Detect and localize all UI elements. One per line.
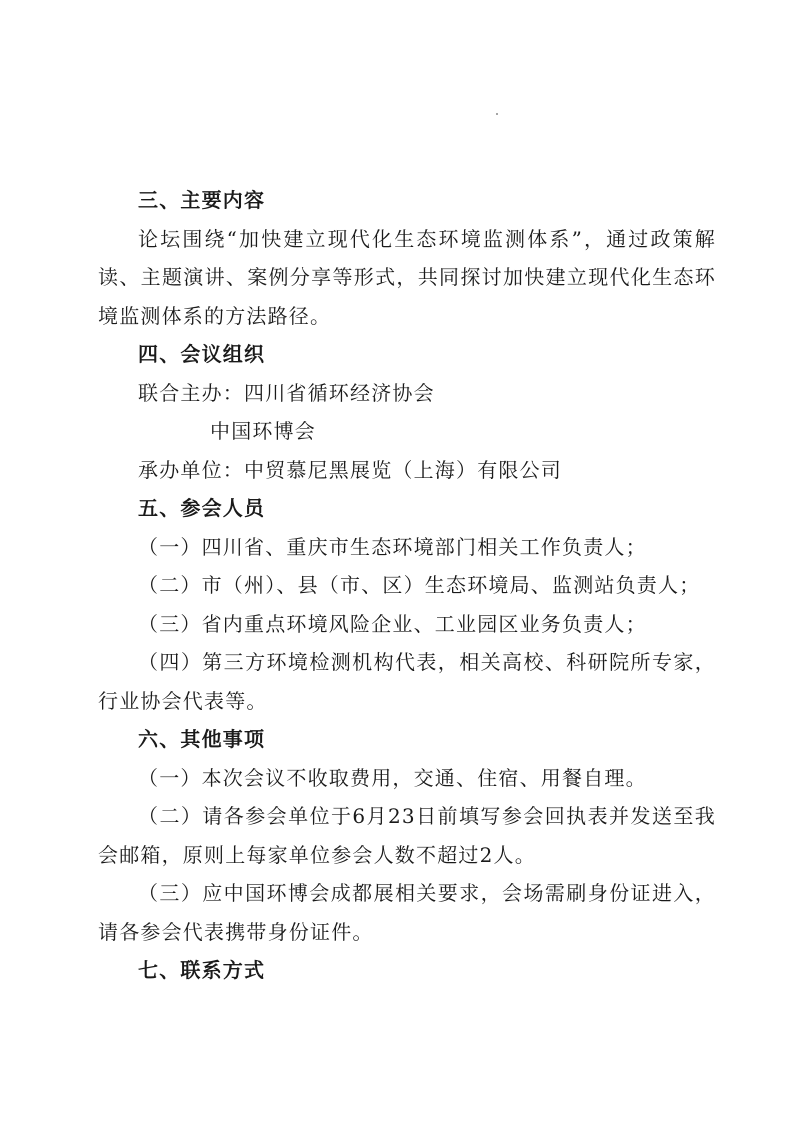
other-item: （一）本次会议不收取费用，交通、住宿、用餐自理。 bbox=[138, 765, 647, 790]
section-heading-content: 三、主要内容 bbox=[138, 188, 266, 212]
undertaker-label: 承办单位： bbox=[138, 457, 244, 482]
participant-item: （四）第三方环境检测机构代表，相关高校、科研院所专家，行业协会代表等。 bbox=[98, 650, 716, 713]
participant-item: （一）四川省、重庆市生态环境部门相关工作负责人； bbox=[138, 534, 647, 559]
participant-item: （三）省内重点环境风险企业、工业园区业务负责人； bbox=[138, 611, 647, 636]
organizer-line bbox=[98, 374, 716, 413]
organizer-label: 联合主办： bbox=[138, 380, 244, 405]
participant-item: （二）市（州）、县（市、区）生态环境局、监测站负责人； bbox=[138, 573, 701, 597]
other-item: （三）应中国环博会成都展相关要求，会场需刷身份证进入，请各参会代表携带身份证件。 bbox=[98, 881, 716, 944]
scan-speck bbox=[496, 113, 498, 115]
section-heading-contact: 七、联系方式 bbox=[138, 958, 266, 982]
other-item: （二）请各参会单位于6月23日前填写参会回执表并发送至我会邮箱，原则上每家单位参会人数不超过2人。 bbox=[98, 804, 716, 867]
section-heading-participants: 五、参会人员 bbox=[138, 496, 266, 520]
undertaker: 中贸慕尼黑展览（上海）有限公司 bbox=[244, 457, 562, 482]
organizer-2: 中国环博会 bbox=[210, 419, 316, 443]
undertaker-line bbox=[98, 451, 716, 490]
section-heading-other: 六、其他事项 bbox=[138, 727, 266, 751]
section-heading-organization: 四、会议组织 bbox=[138, 342, 266, 366]
organizer-1: 四川省循环经济协会 bbox=[244, 380, 435, 405]
content-paragraph: 论坛围绕“加快建立现代化生态环境监测体系”，通过政策解读、主题演讲、案例分享等形式，共同探讨加快建立现代化生态环境监测体系的方法路径。 bbox=[98, 226, 716, 328]
document-body bbox=[98, 181, 716, 990]
